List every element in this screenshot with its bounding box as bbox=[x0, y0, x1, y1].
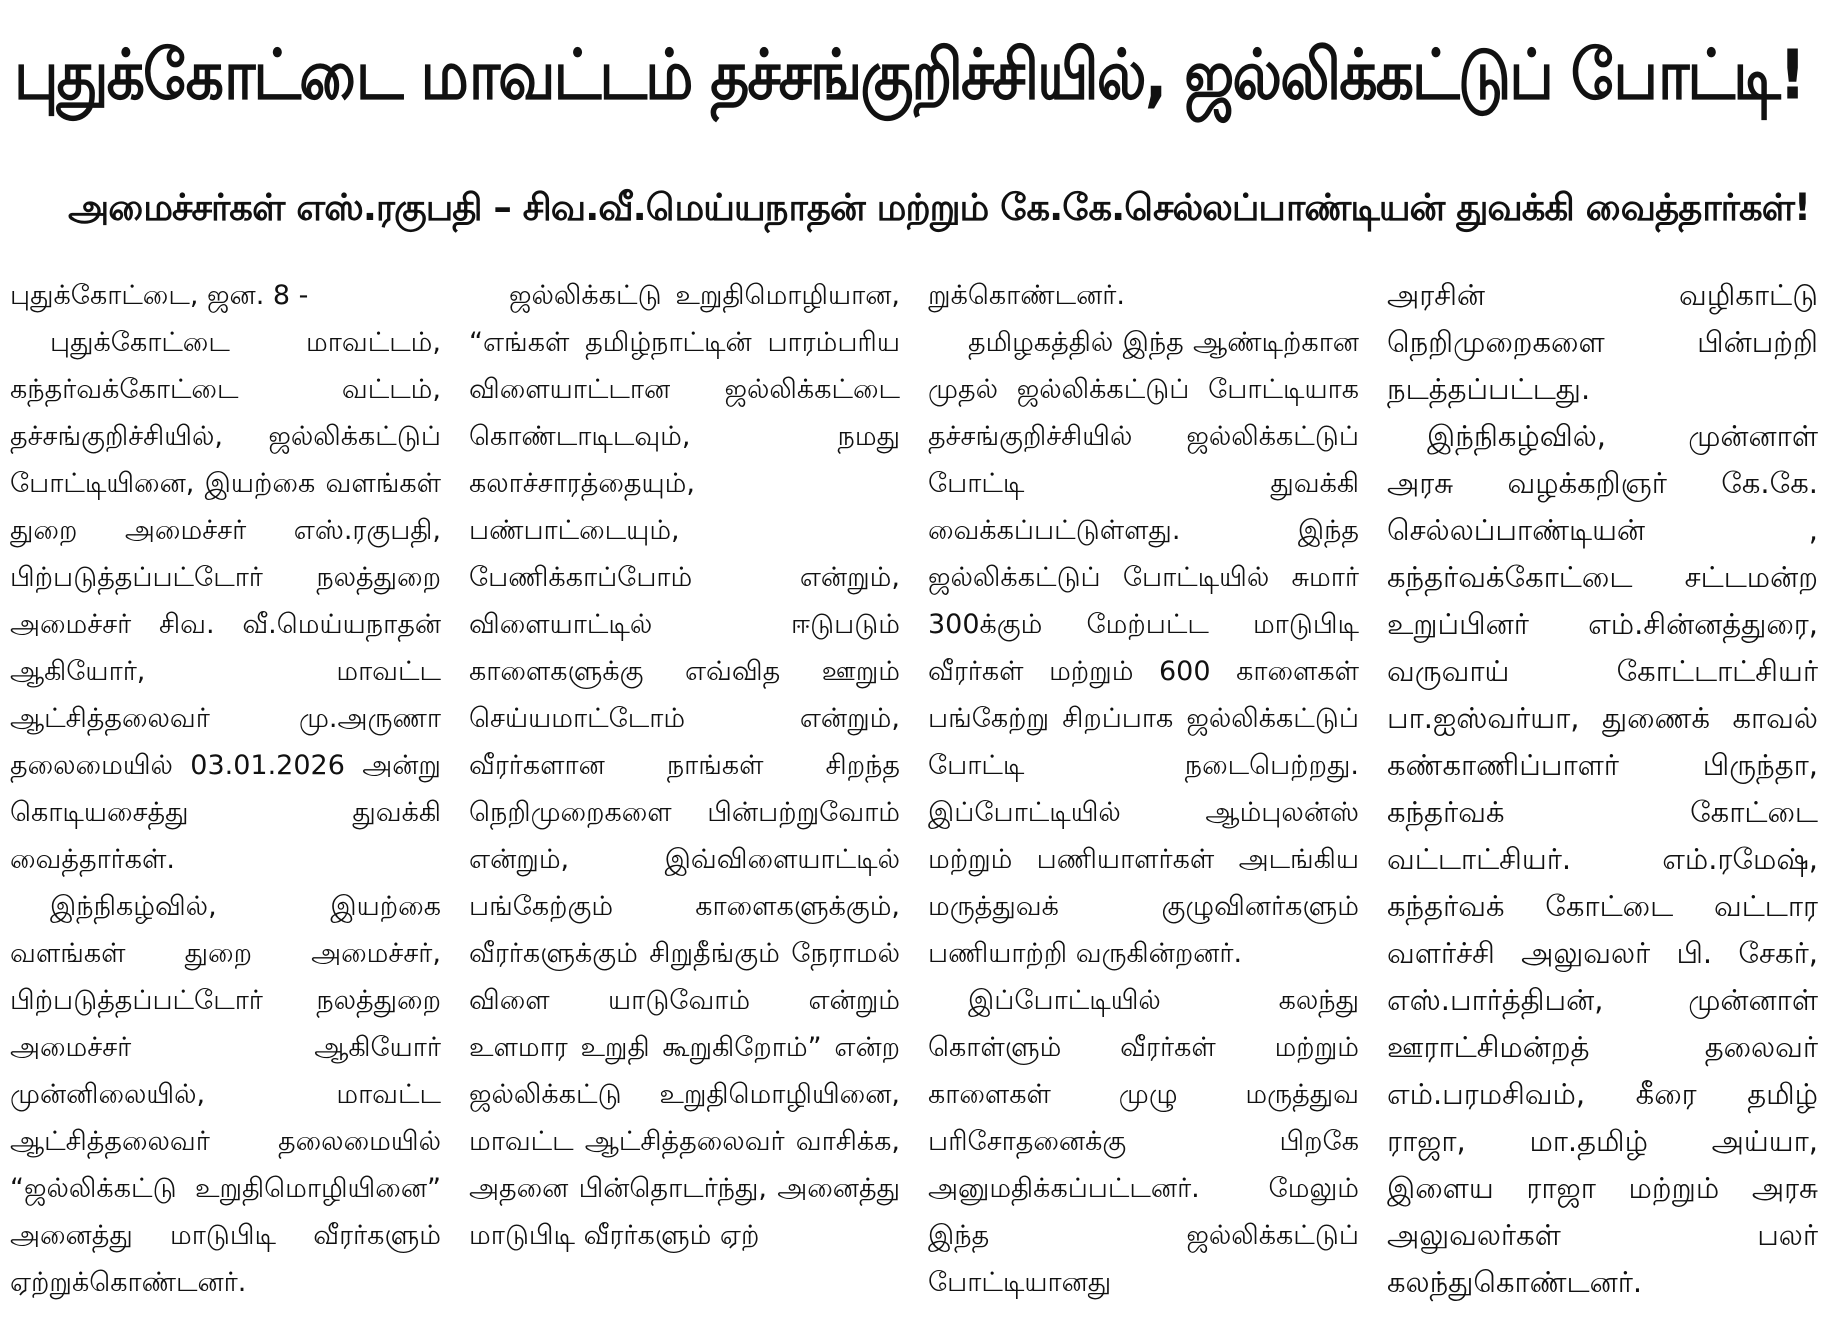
paragraph: ஜல்லிக்கட்டு உறுதிமொழியான, “எங்கள் தமிழ்நாட்டின் பாரம்பரிய விளையாட்டான ஜல்லிக்கட்டை கொண்டாடிடவும், நமது கலாச்சாரத்தையும், பண்பாட்டையும், பேணிக்காப்போம் என்றும், விளையாட்டில் ஈடுபடும் காளைகளுக்கு எவ்வித ஊறும் செய்யமாட்டோம் என்றும், வீரர்களான நாங்கள் சிறந்த நெறிமுறைகளை பின்பற்றுவோம் என்றும், இவ்விளையாட்டில் பங்கேற்கும் காளைகளுக்கும், வீரர்களுக்கும் சிறுதீங்கும் நேராமல் விளை யாடுவோம் என்றும் உளமார உறுதி கூறுகிறோம்” என்ற ஜல்லிக்கட்டு உறுதிமொழியினை, மாவட்ட ஆட்சித்தலைவர் வாசிக்க, அதனை பின்தொடர்ந்து, அனைத்து மாடுபிடி வீரர்களும் ஏற் bbox=[469, 280, 900, 1251]
paragraph: தமிழகத்தில் இந்த ஆண்டிற்கான முதல் ஜல்லிக்கட்டுப் போட்டியாக தச்சங்குறிச்சியில் ஜல்லிக்கட்டுப் போட்டி துவக்கி வைக்கப்பட்டுள்ளது. இந்த ஜல்லிக்கட்டுப் போட்டியில் சுமார் 300க்கும் மேற்பட்ட மாடுபிடி வீரர்கள் மற்றும் 600 காளைகள் பங்கேற்று சிறப்பாக ஜல்லிக்கட்டுப் போட்டி நடைபெற்றது. இப்போட்டியில் ஆம்புலன்ஸ் மற்றும் பணியாளர்கள் அடங்கிய மருத்துவக் குழுவினர்களும் பணியாற்றி வருகின்றனர். bbox=[928, 327, 1359, 969]
paragraph: அரசின் வழிகாட்டு நெறிமுறைகளை பின்பற்றி நடத்தப்பட்டது. bbox=[1387, 278, 1818, 406]
column-3 bbox=[918, 272, 1377, 1318]
paragraph: இப்போட்டியில் கலந்து கொள்ளும் வீரர்கள் மற்றும் காளைகள் முழு மருத்துவ பரிசோதனைக்கு பிறகே அனுமதிக்கப்பட்டனர். மேலும் இந்த ஜல்லிக்கட்டுப் போட்டியானது bbox=[928, 985, 1359, 1298]
column-2 bbox=[459, 272, 918, 1318]
headline: புதுக்கோட்டை மாவட்டம் தச்சங்குறிச்சியில், ஜல்லிக்கட்டுப் போட்டி! bbox=[14, 35, 1805, 116]
paragraph: இந்நிகழ்வில், இயற்கை வளங்கள் துறை அமைச்சர், பிற்படுத்தப்பட்டோர் நலத்துறை அமைச்சர் ஆகியோர் முன்னிலையில், மாவட்ட ஆட்சித்தலைவர் தலைமையில் “ஜல்லிக்கட்டு உறுதிமொழியினை” அனைத்து மாடுபிடி வீரர்களும் ஏற்றுக்கொண்டனர். bbox=[10, 891, 441, 1298]
dateline: புதுக்கோட்டை, ஜன. 8 - bbox=[10, 280, 309, 311]
subheadline: அமைச்சர்கள் எஸ்.ரகுபதி – சிவ.வீ.மெய்யநாதன் மற்றும் கே.கே.செல்லப்பாண்டியன் துவக்கி வைத்தார்கள்! bbox=[68, 186, 1810, 229]
article-body bbox=[0, 272, 1838, 1318]
paragraph: றுக்கொண்டனர். bbox=[928, 280, 1125, 311]
column-1 bbox=[0, 272, 459, 1318]
paragraph: புதுக்கோட்டை மாவட்டம், கந்தர்வக்கோட்டை வட்டம், தச்சங்குறிச்சியில், ஜல்லிக்கட்டுப் போட்டியினை, இயற்கை வளங்கள் துறை அமைச்சர் எஸ்.ரகுபதி, பிற்படுத்தப்பட்டோர் நலத்துறை அமைச்சர் சிவ. வீ.மெய்யநாதன் ஆகியோர், மாவட்ட ஆட்சித்தலைவர் மு.அருணா தலைமையில் 03.01.2026 அன்று கொடியசைத்து துவக்கி வைத்தார்கள். bbox=[10, 327, 441, 875]
column-4 bbox=[1377, 272, 1836, 1318]
paragraph: இந்நிகழ்வில், முன்னாள் அரசு வழக்கறிஞர் கே.கே. செல்லப்பாண்டியன் , கந்தர்வக்கோட்டை சட்டமன்ற உறுப்பினர் எம்.சின்னத்துரை, வருவாய் கோட்டாட்சியர் பா.ஐஸ்வர்யா, துணைக் காவல் கண்காணிப்பாளர் பிருந்தா, கந்தர்வக் கோட்டை வட்டாட்சியர். எம்.ரமேஷ், கந்தர்வக் கோட்டை வட்டார வளர்ச்சி அலுவலர் பி. சேகர், எஸ்.பார்த்திபன், முன்னாள் ஊராட்சிமன்றத் தலைவர் எம்.பரமசிவம், கீரை தமிழ் ராஜா, மா.தமிழ் அய்யா, இளைய ராஜா மற்றும் அரசு அலுவலர்கள் பலர் கலந்துகொண்டனர். bbox=[1387, 419, 1818, 1299]
